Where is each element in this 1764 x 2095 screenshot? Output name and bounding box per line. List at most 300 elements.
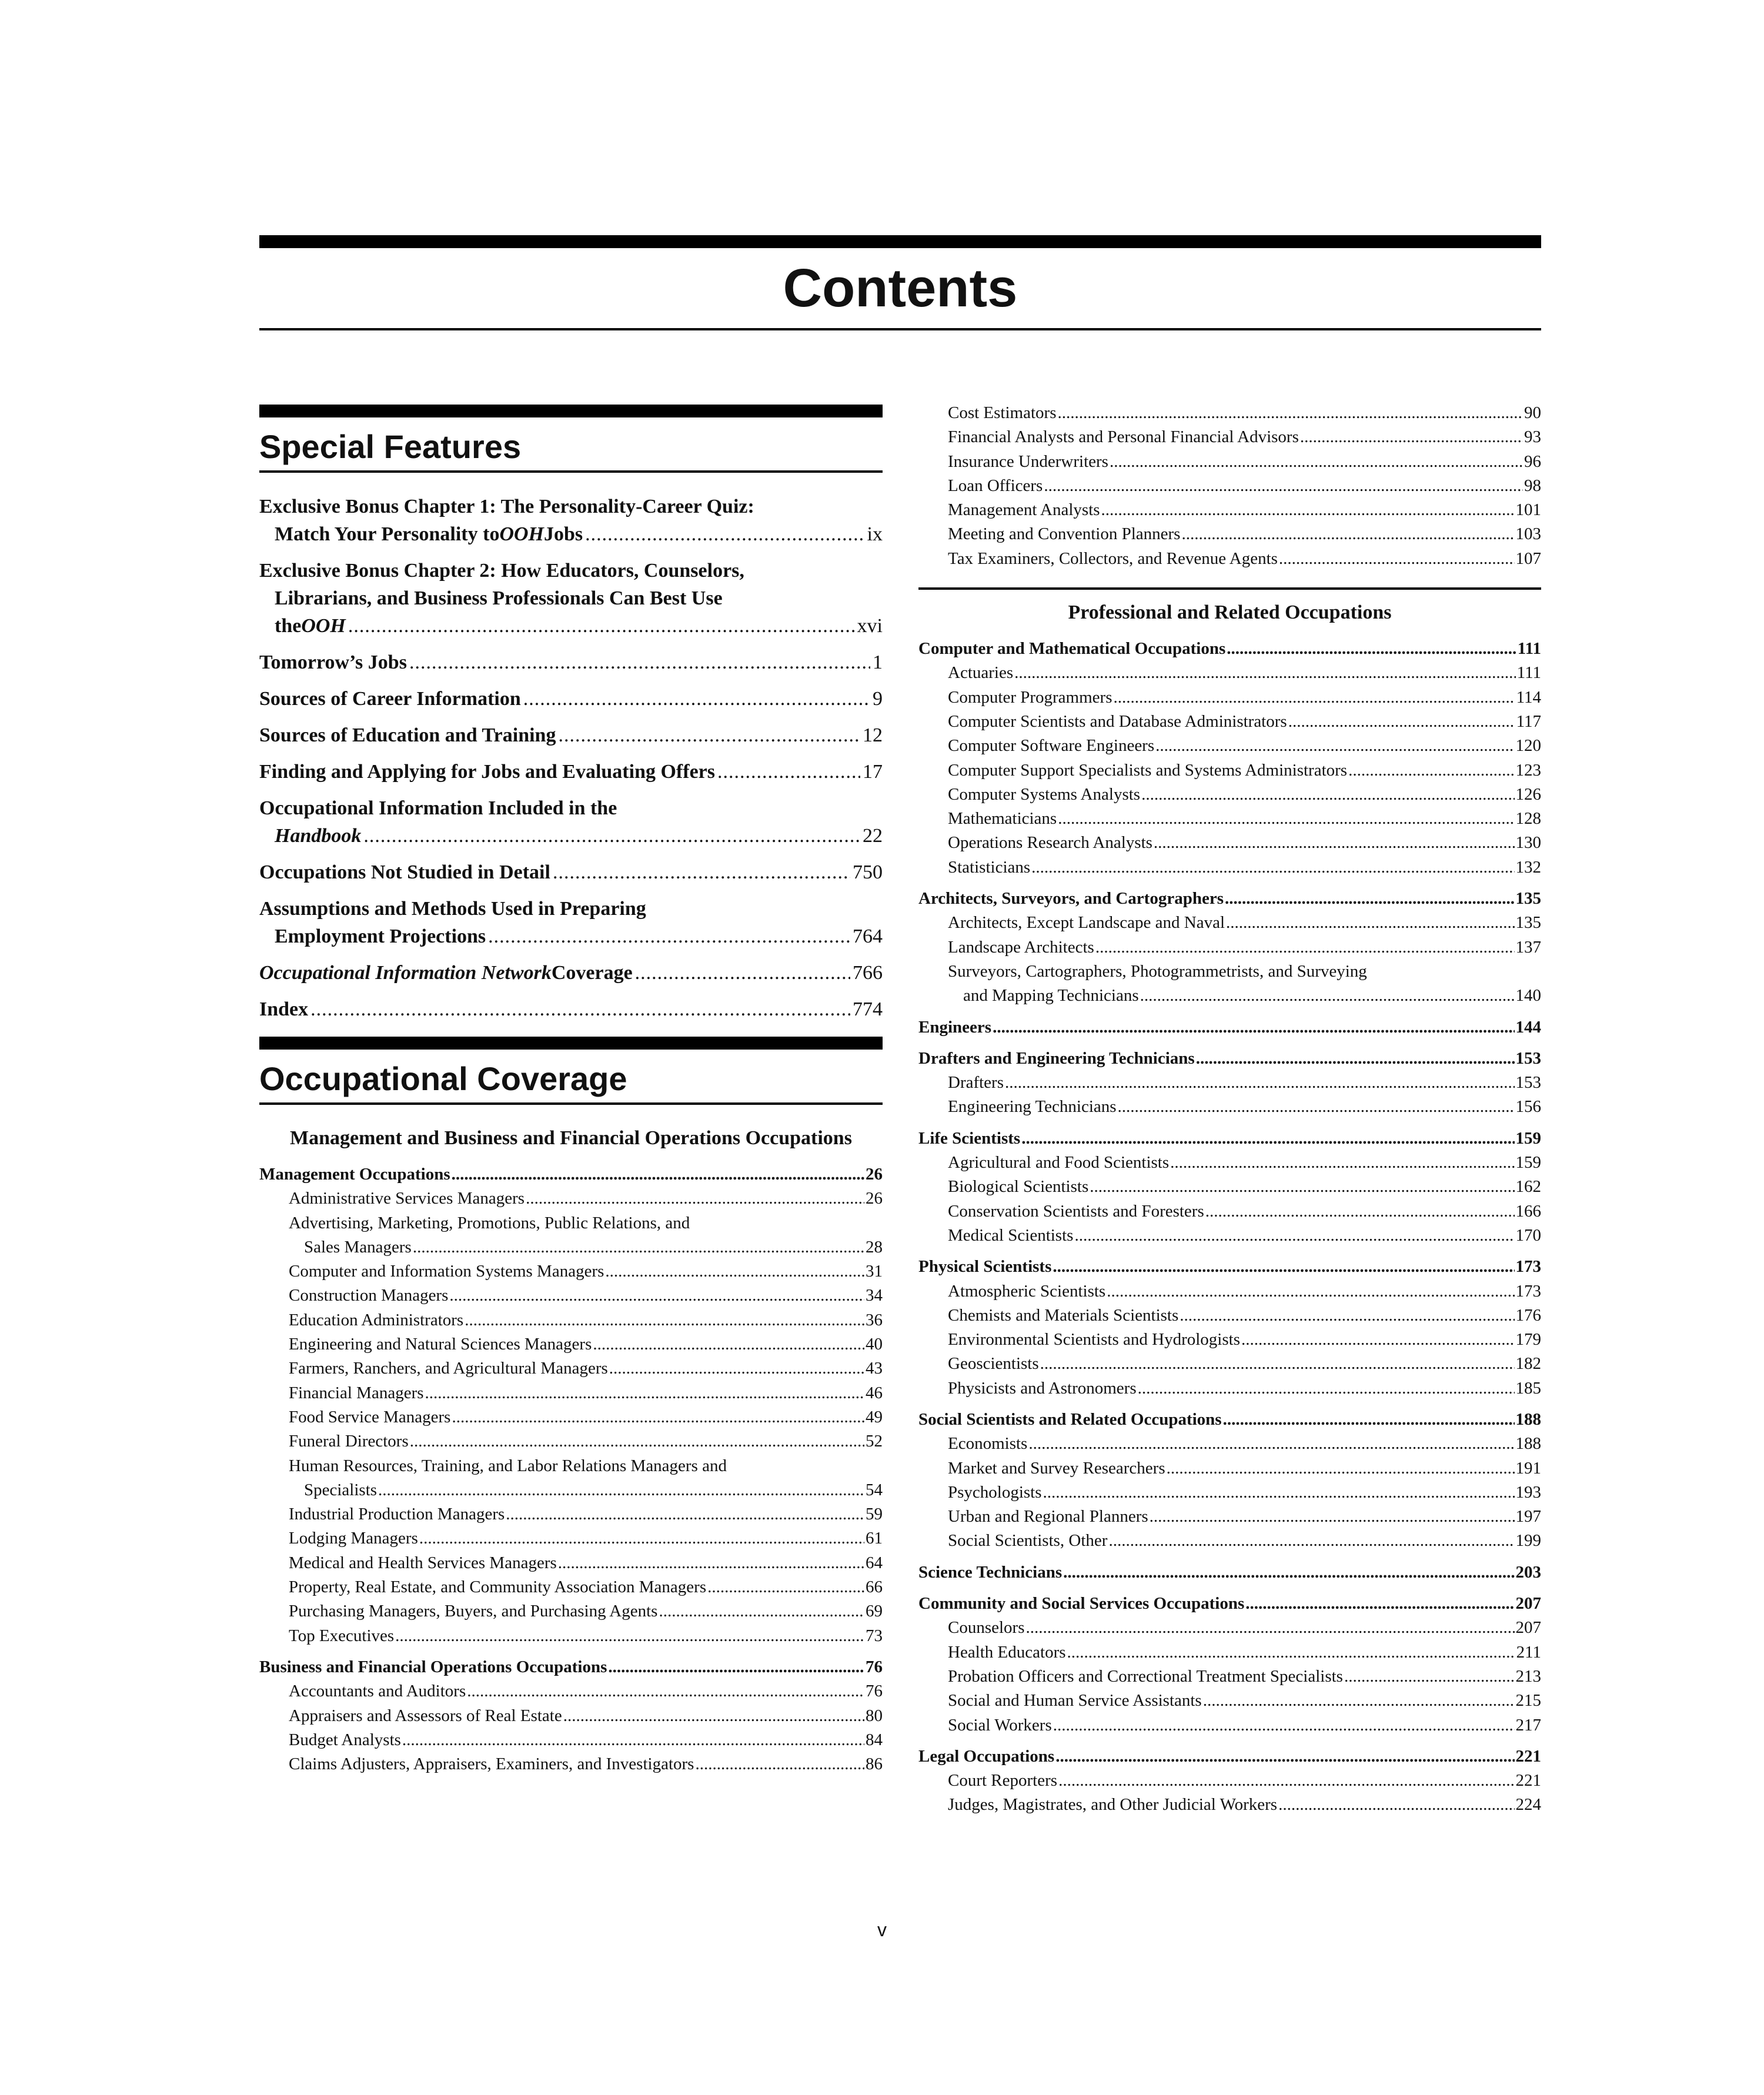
page-number-ref: 137 (1515, 937, 1541, 957)
entry-title: Exclusive Bonus Chapter 2: How Educators, Counselors, (259, 560, 744, 582)
entry-title: Environmental Scientists and Hydrologists (948, 1330, 1240, 1349)
dot-leader (553, 858, 850, 886)
toc-subentry[interactable] (918, 1505, 1541, 1529)
dot-leader (558, 721, 860, 749)
page-number-ref: 211 (1516, 1642, 1541, 1662)
toc-subentry[interactable] (918, 734, 1541, 758)
toc-entry[interactable] (259, 794, 883, 850)
toc-subentry[interactable] (918, 425, 1541, 449)
toc-subentry[interactable] (918, 1199, 1541, 1224)
page-number-ref: 182 (1515, 1354, 1541, 1374)
dot-leader (419, 1526, 864, 1551)
dot-leader (1107, 1279, 1514, 1304)
toc-subentry[interactable] (259, 1728, 883, 1752)
toc-subentry-continued[interactable] (918, 984, 1541, 1008)
page-number-ref: 96 (1524, 452, 1541, 471)
entry-title: Computer and Information Systems Managers (289, 1262, 604, 1281)
dot-leader (1118, 1095, 1515, 1119)
entry-title: Index (259, 998, 309, 1020)
dot-leader (1226, 911, 1514, 935)
entry-title: Court Reporters (948, 1771, 1058, 1790)
page-number-ref: 159 (1515, 1128, 1541, 1148)
dot-leader (1055, 1745, 1514, 1769)
toc-entry-line (259, 959, 883, 987)
entry-title: Claims Adjusters, Appraisers, Examiners, and Investigators (289, 1755, 694, 1774)
toc-category[interactable] (918, 1015, 1541, 1040)
page-number-ref: 9 (873, 688, 883, 710)
entry-title: Meeting and Convention Planners (948, 524, 1181, 544)
toc-subentry[interactable] (259, 1679, 883, 1703)
toc-subentry[interactable] (918, 498, 1541, 522)
toc-entry-line (259, 685, 883, 713)
toc-category[interactable] (918, 1127, 1541, 1151)
toc-category[interactable] (918, 1255, 1541, 1279)
toc-subentry[interactable] (259, 1187, 883, 1211)
dot-leader (1031, 856, 1514, 880)
dot-leader (1154, 831, 1515, 855)
entry-title: Engineering Technicians (948, 1097, 1117, 1117)
page-number-ref: 156 (1515, 1097, 1541, 1117)
toc-subentry[interactable] (918, 686, 1541, 710)
toc-subentry[interactable] (259, 1526, 883, 1551)
toc-subentry[interactable] (918, 474, 1541, 498)
occupational-coverage-heading: Occupational Coverage (259, 1060, 627, 1097)
toc-entry[interactable] (259, 858, 883, 886)
toc-subentry[interactable] (259, 1259, 883, 1284)
toc-category[interactable] (259, 1655, 883, 1679)
toc-entry[interactable] (259, 721, 883, 749)
toc-subentry[interactable] (918, 856, 1541, 880)
page-number-ref: 173 (1515, 1281, 1541, 1301)
toc-entry[interactable] (259, 493, 883, 548)
page-number-ref: 111 (1517, 639, 1541, 659)
entry-title: Social Scientists and Related Occupations (918, 1409, 1222, 1429)
toc-subentry[interactable] (918, 1689, 1541, 1713)
dot-leader (1058, 1769, 1514, 1793)
toc-subentry[interactable] (259, 1454, 883, 1478)
toc-entry-line (259, 557, 883, 584)
toc-subentry[interactable] (918, 450, 1541, 474)
entry-title: Employment Projections (275, 925, 486, 947)
entry-title: Physicists and Astronomers (948, 1378, 1137, 1398)
entry-title: Coverage (551, 962, 633, 984)
page-number-ref: 66 (866, 1578, 883, 1597)
page-number-ref: 111 (1516, 663, 1541, 683)
dot-leader (410, 1429, 864, 1454)
dot-leader (717, 758, 860, 786)
entry-title: Exclusive Bonus Chapter 1: The Personality-Career Quiz: (259, 496, 754, 517)
entry-title: Financial Analysts and Personal Financial Advisors (948, 427, 1299, 447)
page-number-ref: 36 (866, 1310, 883, 1329)
dot-leader (467, 1679, 864, 1703)
dot-leader (1245, 1592, 1514, 1616)
dot-leader (608, 1655, 864, 1679)
entry-title: Community and Social Services Occupations (918, 1594, 1245, 1613)
entry-title: Mathematicians (948, 809, 1057, 828)
toc-category[interactable] (918, 887, 1541, 911)
toc-subentry[interactable] (918, 401, 1541, 425)
entry-title: Advertising, Marketing, Promotions, Public Relations, and (289, 1213, 690, 1232)
dot-leader (310, 995, 850, 1023)
entry-title: Judges, Magistrates, and Other Judicial Workers (948, 1795, 1278, 1815)
page-number-ref: 215 (1515, 1691, 1541, 1710)
page-number-ref: 28 (866, 1237, 883, 1257)
entry-title: Administrative Services Managers (289, 1189, 525, 1208)
title-rule (259, 328, 1541, 330)
page-number-ref: 26 (866, 1165, 883, 1184)
dot-leader (1043, 1481, 1515, 1505)
entry-title: Social Workers (948, 1715, 1052, 1735)
dot-leader (563, 1704, 864, 1728)
page-number-ref: 159 (1515, 1153, 1541, 1172)
toc-subentry[interactable] (918, 661, 1541, 685)
entry-title: Computer and Mathematical Occupations (918, 639, 1226, 659)
dot-leader (1026, 1616, 1515, 1640)
page-number-ref: 114 (1516, 687, 1541, 707)
toc-entry-line (259, 923, 883, 950)
dot-leader (707, 1575, 864, 1599)
page-number-ref: 197 (1515, 1507, 1541, 1526)
page-number-ref: 217 (1515, 1715, 1541, 1735)
page-number-ref: xvi (857, 615, 883, 637)
entry-title: Lodging Managers (289, 1529, 418, 1548)
dot-leader (593, 1332, 864, 1356)
dot-leader (1180, 1304, 1514, 1328)
toc-subentry[interactable] (259, 1356, 883, 1381)
special-features-heading: Special Features (259, 428, 522, 465)
dot-leader (1095, 935, 1515, 960)
toc-category[interactable] (918, 1561, 1541, 1585)
toc-entry-line (259, 858, 883, 886)
page-number-ref: 213 (1515, 1666, 1541, 1686)
toc-category[interactable] (918, 1047, 1541, 1071)
page-number-ref: 40 (866, 1335, 883, 1354)
entry-title: Landscape Architects (948, 937, 1094, 957)
toc-subentry[interactable] (918, 1224, 1541, 1248)
entry-title: Top Executives (289, 1626, 395, 1645)
page-number-ref: 117 (1516, 711, 1541, 731)
page-number-ref: 59 (866, 1505, 883, 1524)
toc-subentry[interactable] (918, 1793, 1541, 1817)
page-number-ref: 766 (853, 962, 883, 984)
entry-title: Financial Managers (289, 1383, 424, 1402)
entry-title: Architects, Surveyors, and Cartographers (918, 889, 1224, 908)
page-number-ref: 107 (1515, 549, 1541, 568)
entry-title: Surveyors, Cartographers, Photogrammetrists, and Surveying (948, 961, 1367, 981)
entry-title: Engineers (918, 1017, 992, 1037)
toc-subentry-continued[interactable] (259, 1478, 883, 1502)
toc-subentry[interactable] (918, 1769, 1541, 1793)
dot-leader (1067, 1640, 1515, 1665)
dot-leader (465, 1308, 864, 1332)
toc-category[interactable] (259, 1162, 883, 1187)
entry-title: Engineering and Natural Sciences Managers (289, 1335, 592, 1354)
entry-title: Business and Financial Operations Occupations (259, 1657, 607, 1676)
toc-subentry[interactable] (259, 1752, 883, 1776)
toc-entry[interactable] (259, 685, 883, 713)
page-number-ref: 193 (1515, 1482, 1541, 1502)
toc-entry[interactable] (259, 649, 883, 676)
entry-title: Agricultural and Food Scientists (948, 1153, 1170, 1172)
dot-leader (1101, 498, 1515, 522)
dot-leader (635, 959, 850, 987)
page-number-ref: 130 (1515, 833, 1541, 853)
group-heading-professional: Professional and Related Occupations (1068, 602, 1392, 624)
section-rule (259, 470, 883, 473)
dot-leader (1005, 1071, 1514, 1095)
entry-title: Biological Scientists (948, 1177, 1089, 1197)
dot-leader (1155, 734, 1514, 758)
toc-category[interactable] (918, 1592, 1541, 1616)
page-number-ref: 188 (1515, 1434, 1541, 1454)
toc-subentry[interactable] (259, 1308, 883, 1332)
toc-subentry[interactable] (918, 1640, 1541, 1665)
page-number-ref: 176 (1515, 1305, 1541, 1325)
page-number-ref: 26 (866, 1189, 883, 1208)
toc-category[interactable] (918, 1408, 1541, 1432)
toc-subentry[interactable] (259, 1575, 883, 1599)
page-number-ref: 84 (866, 1730, 883, 1749)
toc-subentry-continued[interactable] (259, 1235, 883, 1259)
dot-leader (659, 1599, 864, 1623)
dot-leader (1053, 1255, 1514, 1279)
page-number-ref: 144 (1515, 1017, 1541, 1037)
toc-subentry[interactable] (918, 1432, 1541, 1456)
page-number-ref: 34 (866, 1286, 883, 1305)
entry-title: Market and Survey Researchers (948, 1458, 1165, 1478)
toc-subentry[interactable] (918, 960, 1541, 984)
dot-leader (1170, 1151, 1514, 1175)
toc-subentry[interactable] (918, 1071, 1541, 1095)
toc-subentry[interactable] (259, 1551, 883, 1575)
page-number-ref: 173 (1515, 1257, 1541, 1277)
dot-leader (409, 649, 870, 676)
entry-title: OOH (301, 615, 346, 637)
entry-title: Finding and Applying for Jobs and Evaluating Offers (259, 761, 715, 783)
entry-title: Budget Analysts (289, 1730, 401, 1749)
entry-title: Occupational Information Included in the (259, 797, 617, 819)
entry-title: Computer Support Specialists and Systems Administrators (948, 760, 1348, 780)
dot-leader (1021, 1127, 1514, 1151)
entry-title: Architects, Except Landscape and Naval (948, 913, 1225, 933)
dot-leader (558, 1551, 864, 1575)
dot-leader (1090, 1175, 1514, 1199)
page-number-ref: 61 (866, 1529, 883, 1548)
dot-leader (1348, 759, 1514, 783)
dot-leader (1300, 425, 1523, 449)
section-bar (259, 1037, 883, 1050)
toc-entry[interactable] (259, 758, 883, 786)
dot-leader (1044, 474, 1523, 498)
toc-subentry[interactable] (918, 1328, 1541, 1352)
dot-leader (1040, 1352, 1515, 1376)
toc-subentry[interactable] (918, 1481, 1541, 1505)
page-number-ref: 774 (853, 998, 883, 1020)
dot-leader (1028, 1432, 1514, 1456)
dot-leader (1205, 1199, 1515, 1224)
dot-leader (609, 1356, 864, 1381)
entry-title: Statisticians (948, 857, 1031, 877)
toc-entry-line (259, 758, 883, 786)
toc-subentry[interactable] (918, 1456, 1541, 1481)
page-number-ref: 126 (1515, 784, 1541, 804)
dot-leader (526, 1187, 864, 1211)
toc-subentry[interactable] (918, 1151, 1541, 1175)
page-number-ref: 153 (1515, 1048, 1541, 1068)
entry-title: Match Your Personality to (275, 523, 500, 545)
entry-title: Science Technicians (918, 1562, 1063, 1582)
page-number-ref: 191 (1515, 1458, 1541, 1478)
toc-subentry[interactable] (918, 911, 1541, 935)
page-number-ref: 12 (863, 724, 883, 746)
toc-subentry[interactable] (918, 1095, 1541, 1119)
page-number-ref: 750 (853, 861, 883, 883)
page-number-ref: 153 (1515, 1073, 1541, 1092)
entry-title: the (275, 615, 302, 637)
page-number-ref: 76 (866, 1682, 883, 1701)
page-number-ref: 49 (866, 1407, 883, 1426)
toc-entry[interactable] (259, 895, 883, 950)
entry-title: Property, Real Estate, and Community Association Managers (289, 1578, 707, 1597)
page-number-ref: 73 (866, 1626, 883, 1645)
page-number-ref: 93 (1524, 427, 1541, 447)
dot-leader (993, 1015, 1514, 1040)
page-number-ref: 64 (866, 1553, 883, 1572)
toc-entry[interactable] (259, 995, 883, 1023)
toc-category[interactable] (918, 637, 1541, 661)
entry-title: Jobs (544, 523, 583, 545)
toc-subentry[interactable] (918, 759, 1541, 783)
entry-title: Handbook (275, 825, 362, 847)
entry-title: Computer Systems Analysts (948, 784, 1141, 804)
toc-subentry[interactable] (918, 807, 1541, 831)
toc-subentry[interactable] (918, 1175, 1541, 1199)
right-column (918, 401, 1541, 1817)
dot-leader (1058, 807, 1514, 831)
page-number-ref: 80 (866, 1706, 883, 1725)
toc-subentry[interactable] (259, 1429, 883, 1454)
dot-leader (1344, 1665, 1515, 1689)
toc-subentry[interactable] (918, 1665, 1541, 1689)
entry-title: Life Scientists (918, 1128, 1021, 1148)
entry-title: Food Service Managers (289, 1407, 451, 1426)
entry-title: Librarians, and Business Professionals Can Best Use (275, 587, 723, 609)
toc-subentry[interactable] (259, 1405, 883, 1429)
toc-subentry[interactable] (259, 1599, 883, 1623)
entry-title: Actuaries (948, 663, 1014, 683)
toc-subentry[interactable] (918, 547, 1541, 571)
entry-title: Computer Scientists and Database Administrators (948, 711, 1287, 731)
toc-subentry[interactable] (918, 1352, 1541, 1376)
toc-subentry[interactable] (918, 935, 1541, 960)
toc-subentry[interactable] (918, 1529, 1541, 1553)
dot-leader (1181, 522, 1514, 546)
entry-title: OOH (499, 523, 544, 545)
page-number-ref: 221 (1515, 1771, 1541, 1790)
dot-leader (1138, 1376, 1515, 1401)
toc-entry-line (259, 649, 883, 676)
toc-entry[interactable] (259, 557, 883, 640)
toc-subentry[interactable] (918, 1713, 1541, 1738)
section-rule (259, 1102, 883, 1105)
toc-subentry[interactable] (259, 1332, 883, 1356)
page-number-ref: 170 (1515, 1225, 1541, 1245)
page-number: v (877, 1919, 887, 1940)
dot-leader (425, 1381, 864, 1405)
dot-leader (1140, 984, 1515, 1008)
dot-leader (449, 1284, 864, 1308)
toc-entry[interactable] (259, 959, 883, 987)
page-number-ref: 76 (866, 1657, 883, 1676)
toc-subentry[interactable] (918, 1279, 1541, 1304)
toc-subentry[interactable] (918, 1376, 1541, 1401)
toc-category[interactable] (918, 1745, 1541, 1769)
entry-title: Drafters (948, 1073, 1004, 1092)
toc-subentry[interactable] (918, 710, 1541, 734)
entry-title: Education Administrators (289, 1310, 464, 1329)
dot-leader (452, 1162, 864, 1187)
toc-entry-line (259, 520, 883, 548)
toc-entry-line (259, 584, 883, 612)
entry-title: Appraisers and Assessors of Real Estate (289, 1706, 562, 1725)
dot-leader (1279, 547, 1515, 571)
page-number-ref: 31 (866, 1262, 883, 1281)
entry-title: Conservation Scientists and Foresters (948, 1201, 1204, 1221)
toc-subentry[interactable] (259, 1502, 883, 1526)
toc-subentry[interactable] (259, 1381, 883, 1405)
entry-title: Counselors (948, 1618, 1025, 1638)
dot-leader (413, 1235, 864, 1259)
entry-title: Drafters and Engineering Technicians (918, 1048, 1195, 1068)
entry-title: Social Scientists, Other (948, 1531, 1108, 1551)
toc-subentry[interactable] (259, 1704, 883, 1728)
dot-leader (488, 923, 850, 950)
entry-title: Medical and Health Services Managers (289, 1553, 557, 1572)
page-number-ref: 128 (1515, 809, 1541, 828)
dot-leader (1225, 887, 1515, 911)
toc-subentry[interactable] (259, 1284, 883, 1308)
toc-subentry[interactable] (259, 1624, 883, 1648)
dot-leader (1150, 1505, 1515, 1529)
page-number-ref: 135 (1515, 913, 1541, 933)
page-number-ref: 123 (1515, 760, 1541, 780)
entry-title: Specialists (304, 1480, 377, 1499)
toc-subentry[interactable] (918, 783, 1541, 807)
page-number-ref: 43 (866, 1359, 883, 1378)
toc-subentry[interactable] (259, 1211, 883, 1235)
page-number-ref: 207 (1515, 1594, 1541, 1613)
page-number-ref: 185 (1515, 1378, 1541, 1398)
entry-title: Chemists and Materials Scientists (948, 1305, 1179, 1325)
page-number-ref: 203 (1515, 1562, 1541, 1582)
dot-leader (1053, 1713, 1515, 1738)
entry-title: Sources of Education and Training (259, 724, 556, 746)
toc-subentry[interactable] (918, 1304, 1541, 1328)
toc-subentry[interactable] (918, 831, 1541, 855)
toc-subentry[interactable] (918, 1616, 1541, 1640)
page-number-ref: 132 (1515, 857, 1541, 877)
entry-title: Social and Human Service Assistants (948, 1691, 1202, 1710)
entry-title: Urban and Regional Planners (948, 1507, 1148, 1526)
dot-leader (1288, 710, 1515, 734)
dot-leader (1057, 401, 1523, 425)
page-number-ref: 69 (866, 1602, 883, 1621)
page-number-ref: 199 (1515, 1531, 1541, 1551)
entry-title: Economists (948, 1434, 1028, 1454)
toc-subentry[interactable] (918, 522, 1541, 546)
entry-title: Funeral Directors (289, 1432, 409, 1451)
page-number-ref: 162 (1515, 1177, 1541, 1197)
